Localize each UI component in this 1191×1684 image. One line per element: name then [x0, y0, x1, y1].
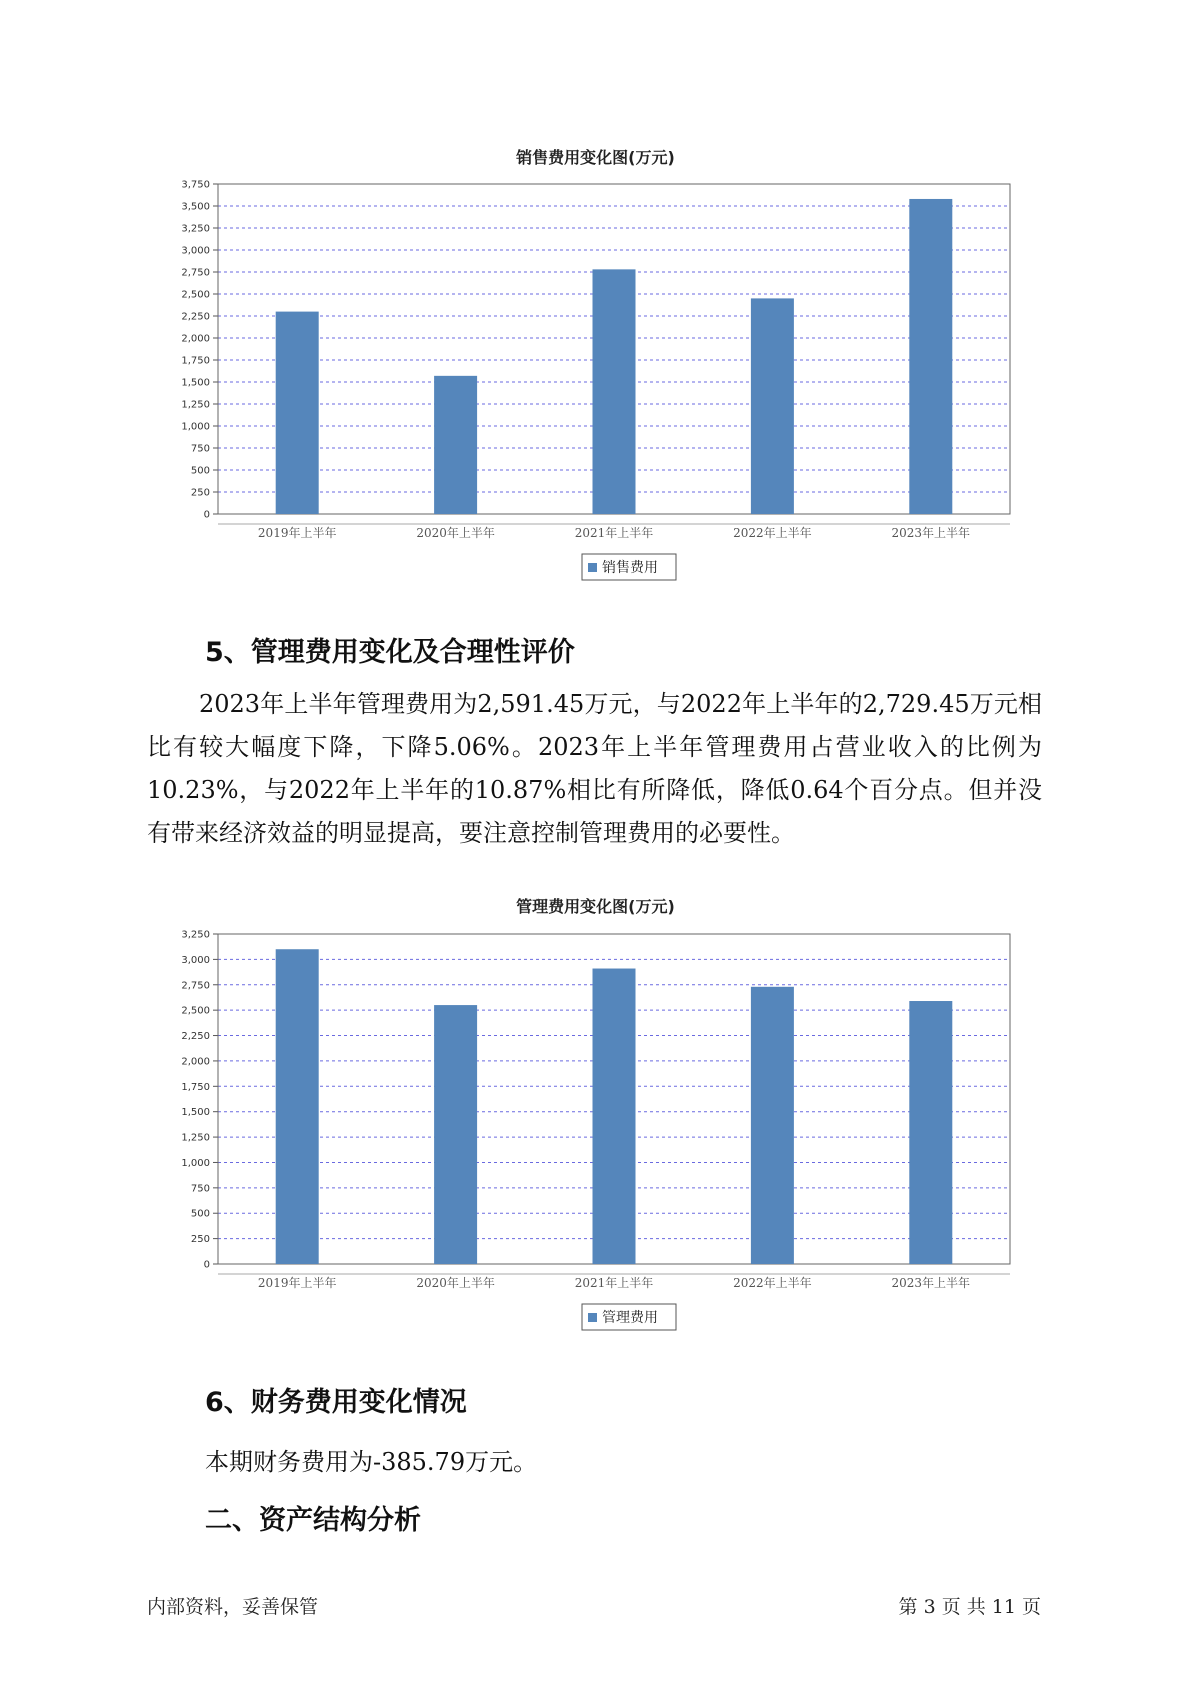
y-tick-label: 2,500: [181, 289, 210, 301]
y-tick-label: 1,500: [181, 1107, 210, 1119]
x-tick-label: 2019年上半年: [257, 526, 337, 540]
y-tick-label: 0: [203, 1259, 210, 1271]
bar: [276, 312, 319, 514]
y-tick-label: 1,250: [181, 1132, 210, 1144]
y-tick-label: 2,000: [181, 333, 210, 345]
y-tick-label: 2,500: [181, 1005, 210, 1017]
legend-label: 管理费用: [602, 1310, 658, 1326]
y-tick-label: 2,250: [181, 1031, 210, 1043]
y-tick-label: 2,750: [181, 267, 210, 279]
bar: [434, 1005, 477, 1264]
y-tick-label: 1,000: [181, 421, 210, 433]
y-tick-label: 250: [190, 1234, 210, 1246]
y-tick-label: 3,250: [181, 223, 210, 235]
bar: [751, 987, 794, 1264]
x-tick-label: 2023年上半年: [891, 1276, 971, 1290]
x-tick-label: 2021年上半年: [574, 526, 654, 540]
bar: [593, 269, 636, 514]
legend-swatch: [588, 563, 597, 572]
x-tick-label: 2019年上半年: [257, 1276, 337, 1290]
bar: [593, 969, 636, 1264]
y-tick-label: 500: [190, 1208, 210, 1220]
x-tick-label: 2022年上半年: [733, 1276, 812, 1290]
x-tick-label: 2020年上半年: [416, 526, 495, 540]
section-5-paragraph: 2023年上半年管理费用为2,591.45万元，与2022年上半年的2,729.45万元相比有较大幅度下降，下降5.06%。2023年上半年管理费用占营业收入的比例为10.23%，与2022年上半年的10.87%相比有所降低，降低0.64个百分点。但并没有带来经济效益的明显提高，要注意控制管理费用的必要性。: [147, 690, 1042, 847]
y-tick-label: 1,750: [181, 1081, 210, 1093]
section-6-heading: 6、财务费用变化情况: [205, 1387, 467, 1418]
bar: [434, 376, 477, 514]
y-tick-label: 1,000: [181, 1157, 210, 1169]
y-tick-label: 3,000: [181, 954, 210, 966]
asset-structure-heading: 二、资产结构分析: [205, 1505, 421, 1536]
sales-chart-title: 销售费用变化图(万元): [516, 148, 675, 167]
y-tick-label: 2,000: [181, 1056, 210, 1068]
legend-swatch: [588, 1313, 597, 1322]
admin-chart-title: 管理费用变化图(万元): [516, 897, 675, 916]
y-tick-label: 3,250: [181, 929, 210, 941]
section-6-text: 本期财务费用为-385.79万元。: [205, 1448, 538, 1476]
bar: [751, 298, 794, 514]
y-tick-label: 1,500: [181, 377, 210, 389]
x-tick-label: 2021年上半年: [574, 1276, 654, 1290]
admin-expense-chart: [0, 920, 1191, 1360]
y-tick-label: 3,000: [181, 245, 210, 257]
y-tick-label: 750: [190, 443, 210, 455]
footer-page-number: 第 3 页 共 11 页: [898, 1596, 1041, 1618]
y-tick-label: 1,750: [181, 355, 210, 367]
y-tick-label: 250: [190, 487, 210, 499]
section-5-heading: 5、管理费用变化及合理性评价: [205, 637, 575, 668]
bar: [276, 949, 319, 1264]
y-tick-label: 3,750: [181, 179, 210, 191]
sales-expense-chart: [0, 170, 1191, 610]
x-tick-label: 2022年上半年: [733, 526, 812, 540]
y-tick-label: 0: [203, 509, 210, 521]
legend-label: 销售费用: [602, 560, 658, 576]
y-tick-label: 1,250: [181, 399, 210, 411]
x-tick-label: 2023年上半年: [891, 526, 971, 540]
bar: [909, 1001, 952, 1264]
y-tick-label: 500: [190, 465, 210, 477]
y-tick-label: 3,500: [181, 201, 210, 213]
y-tick-label: 2,250: [181, 311, 210, 323]
y-tick-label: 750: [190, 1183, 210, 1195]
bar: [909, 199, 952, 514]
x-tick-label: 2020年上半年: [416, 1276, 495, 1290]
footer-confidential: 内部资料，妥善保管: [147, 1596, 319, 1618]
y-tick-label: 2,750: [181, 980, 210, 992]
